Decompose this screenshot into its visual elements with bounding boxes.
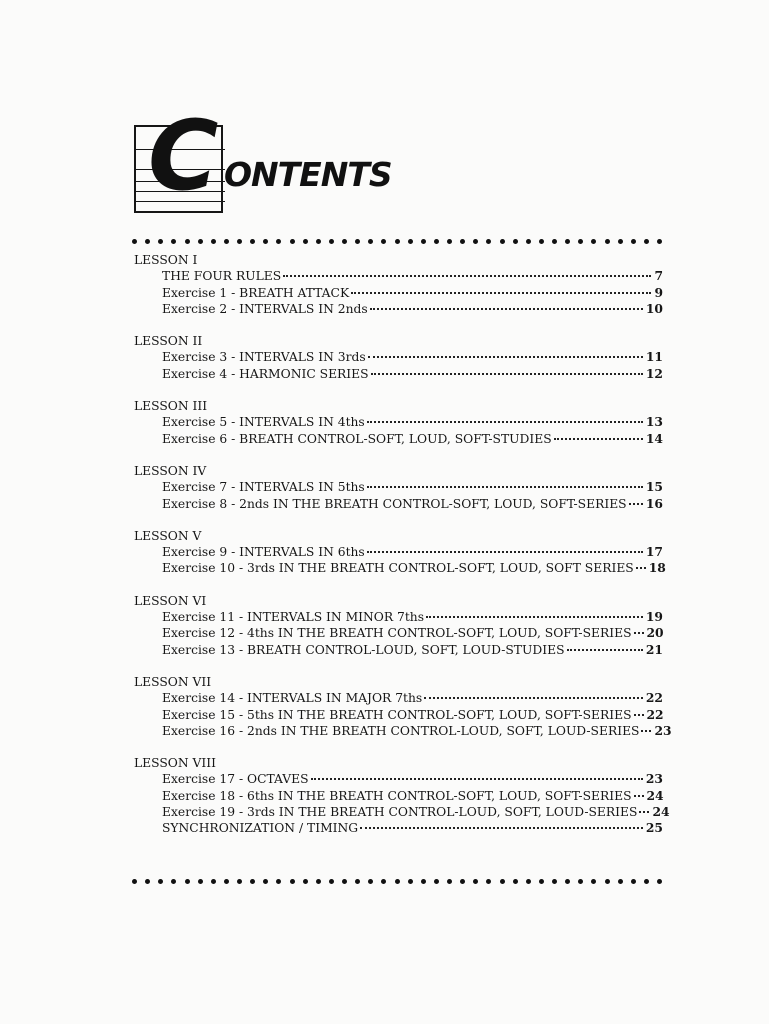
lesson-section [133,755,670,836]
rule-dot [395,879,400,884]
rule-dot [460,239,465,244]
dot-leader [629,503,643,505]
toc-entry [133,690,663,706]
toc-entry-page: 17 [645,544,663,560]
table-of-contents [133,252,672,853]
rule-dot [329,879,334,884]
toc-entry [133,642,663,658]
lesson-section [133,674,672,739]
rule-dot [263,879,268,884]
dot-leader [567,649,643,651]
rule-dot [171,239,176,244]
toc-entry [133,771,663,787]
dot-leader [351,292,651,294]
toc-entry-page: 9 [654,284,663,300]
rule-dot [211,239,216,244]
toc-entry-label: SYNCHRONIZATION / TIMING [162,821,359,836]
toc-entry-label: Exercise 14 - INTERVALS IN MAJOR 7ths [162,691,423,706]
toc-entry-page: 21 [645,641,663,657]
rule-dot [578,879,583,884]
toc-entry [133,625,663,641]
dot-leader [634,632,644,634]
toc-entry-label: Exercise 8 - 2nds IN THE BREATH CONTROL-SOFT, LOUD, SOFT-SERIES [162,496,627,511]
rule-dot [473,239,478,244]
lesson-title: LESSON II [134,334,203,349]
rule-dot [644,239,649,244]
lesson-section [133,252,663,317]
toc-entry-label: Exercise 13 - BREATH CONTROL-LOUD, SOFT, LOUD-STUDIES [162,642,565,657]
toc-entry [133,285,663,301]
lesson-section [133,463,663,512]
lesson-title: LESSON V [134,528,202,543]
rule-dot [644,879,649,884]
rule-dot [500,239,505,244]
rule-dot [657,239,662,244]
lesson-title: LESSON IV [134,463,207,478]
toc-entry-page: 13 [645,414,663,430]
rule-dot [132,239,137,244]
rule-dot [263,239,268,244]
toc-entry [133,414,663,430]
rule-dot [408,879,413,884]
dot-leader [283,275,651,277]
toc-entry-page: 14 [645,430,663,446]
dot-leader [634,714,644,716]
toc-entry-page: 16 [645,495,663,511]
toc-entry-label: Exercise 16 - 2nds IN THE BREATH CONTROL-LOUD, SOFT, LOUD-SERIES [162,723,640,738]
rule-dot [605,879,610,884]
toc-entry-label: Exercise 7 - INTERVALS IN 5ths [162,480,365,495]
dot-leader [639,811,649,813]
lesson-section [133,398,663,447]
rule-dot [631,239,636,244]
toc-entry-label: Exercise 11 - INTERVALS IN MINOR 7ths [162,610,425,625]
toc-entry-page: 20 [646,625,664,641]
rule-dot [316,879,321,884]
rule-dot [303,879,308,884]
lesson-title: LESSON I [134,253,198,267]
dot-leader [636,567,646,569]
dot-leader [311,778,643,780]
rule-dot [185,879,190,884]
rule-dot [447,879,452,884]
rule-dot [460,879,465,884]
toc-entry-page: 24 [652,804,670,820]
dot-leader [367,551,643,553]
toc-entry-label: Exercise 4 - HARMONIC SERIES [162,366,369,381]
rule-dot [513,879,518,884]
toc-entry-page: 12 [645,365,663,381]
toc-entry-label: Exercise 3 - INTERVALS IN 3rds [162,350,366,365]
rule-dot [513,239,518,244]
rule-dot [185,239,190,244]
toc-entry-label: Exercise 6 - BREATH CONTROL-SOFT, LOUD, SOFT-STUDIES [162,431,552,446]
toc-entry [133,366,663,382]
rule-dot [342,879,347,884]
toc-entry-page: 23 [645,771,663,787]
rule-dot [486,879,491,884]
toc-entry-page: 11 [645,349,663,365]
toc-entry-label: Exercise 2 - INTERVALS IN 2nds [162,301,368,316]
rule-dot [237,879,242,884]
toc-entry [133,788,663,804]
title-initial: C [148,100,217,212]
rule-dot [565,239,570,244]
rule-dot [421,239,426,244]
toc-entry [133,268,663,284]
dot-leader [426,616,643,618]
rule-dot [578,239,583,244]
toc-entry [133,301,663,317]
rule-dot [539,239,544,244]
rule-dot [316,239,321,244]
toc-entry-label: Exercise 19 - 3rds IN THE BREATH CONTROL-LOUD, SOFT, LOUD-SERIES [162,805,638,820]
toc-entry-page: 22 [645,690,663,706]
lesson-section [133,593,663,658]
toc-entry-label: Exercise 12 - 4ths IN THE BREATH CONTROL-SOFT, LOUD, SOFT-SERIES [162,626,632,641]
rule-dot [368,239,373,244]
toc-entry-label: Exercise 17 - OCTAVES [162,772,309,787]
rule-dot [434,879,439,884]
dot-leader [367,421,643,423]
rule-dot [198,239,203,244]
rule-dot [276,239,281,244]
toc-entry-page: 19 [645,609,663,625]
toc-entry-label: Exercise 15 - 5ths IN THE BREATH CONTROL-SOFT, LOUD, SOFT-SERIES [162,707,632,722]
rule-dot [211,879,216,884]
dot-leader [371,373,643,375]
dot-leader [370,308,643,310]
title-rest: ONTENTS [224,155,392,194]
toc-entry [133,349,663,365]
rule-dot [381,239,386,244]
rule-dot [526,879,531,884]
rule-dot [303,239,308,244]
toc-entry-page: 24 [646,787,664,803]
dot-leader [367,486,643,488]
toc-entry [133,560,666,576]
rule-dot [552,879,557,884]
toc-entry-page: 10 [645,300,663,316]
rule-dot [329,239,334,244]
toc-entry-page: 18 [648,560,666,576]
rule-dot [605,239,610,244]
lesson-section [133,528,666,577]
rule-dot [552,239,557,244]
rule-dot [250,879,255,884]
toc-entry [133,431,663,447]
dot-leader [360,827,643,829]
rule-dot [290,879,295,884]
lesson-title: LESSON VII [134,674,212,689]
toc-entry-page: 22 [646,706,664,722]
toc-entry-label: Exercise 18 - 6ths IN THE BREATH CONTROL-SOFT, LOUD, SOFT-SERIES [162,788,632,803]
rule-dot [618,879,623,884]
toc-entry [133,496,663,512]
rule-dot [591,879,596,884]
rule-dot [473,879,478,884]
contents-heading [134,100,434,217]
lesson-section [133,333,663,382]
rule-dot [657,879,662,884]
toc-entry-page: 15 [645,479,663,495]
rule-dot [224,879,229,884]
toc-entry-label: Exercise 9 - INTERVALS IN 6ths [162,545,365,560]
rule-dot [539,879,544,884]
rule-dot [486,239,491,244]
dot-leader [641,730,651,732]
rule-dot [408,239,413,244]
rule-dot [276,879,281,884]
toc-entry-label: Exercise 1 - BREATH ATTACK [162,285,350,300]
toc-entry-label: Exercise 10 - 3rds IN THE BREATH CONTROL-SOFT, LOUD, SOFT SERIES [162,561,634,576]
toc-entry-page: 23 [654,722,672,738]
rule-dot [355,239,360,244]
rule-dot [158,879,163,884]
toc-entry [133,722,672,739]
rule-dot [500,879,505,884]
toc-entry [133,479,663,495]
rule-dot [145,879,150,884]
rule-dot [198,879,203,884]
rule-dot [342,239,347,244]
rule-dot [631,879,636,884]
rule-dot [618,239,623,244]
lesson-title: LESSON VIII [134,756,216,771]
rule-dot [526,239,531,244]
toc-entry-label: Exercise 5 - INTERVALS IN 4ths [162,415,365,430]
rule-dot [250,239,255,244]
rule-dot [224,239,229,244]
toc-entry [133,804,670,820]
dot-leader [368,356,643,358]
rule-dot [158,239,163,244]
rule-dot [421,879,426,884]
rule-dot [381,879,386,884]
dotted-rule-bottom [132,876,662,886]
dot-leader [424,697,643,699]
rule-dot [171,879,176,884]
lesson-title: LESSON III [134,399,208,414]
toc-entry-page: 25 [645,820,663,836]
toc-entry-page: 7 [654,268,663,284]
toc-entry [133,544,663,560]
rule-dot [237,239,242,244]
toc-entry [133,707,663,723]
toc-entry-label: THE FOUR RULES [162,269,282,284]
rule-dot [395,239,400,244]
rule-dot [565,879,570,884]
rule-dot [591,239,596,244]
toc-entry [133,609,663,625]
dot-leader [634,795,644,797]
rule-dot [447,239,452,244]
toc-entry [133,820,663,836]
rule-dot [434,239,439,244]
dotted-rule-top [132,236,662,246]
lesson-title: LESSON VI [134,593,207,608]
dot-leader [554,438,643,440]
rule-dot [368,879,373,884]
rule-dot [132,879,137,884]
rule-dot [290,239,295,244]
rule-dot [145,239,150,244]
rule-dot [355,879,360,884]
